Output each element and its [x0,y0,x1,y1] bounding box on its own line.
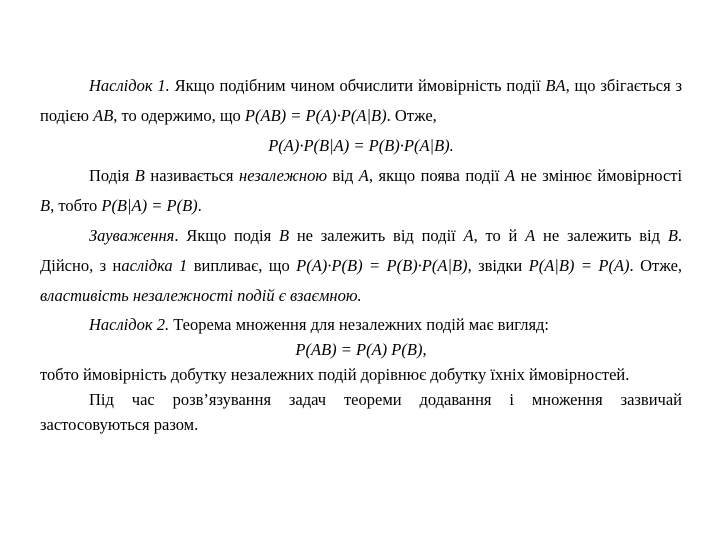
formula-line-1 [40,131,682,161]
paragraph-independence-definition [40,161,682,221]
remark-text-g: , звідки [467,256,523,275]
formula-ab: AB [93,106,114,125]
remark-text-c: , то й [473,226,518,245]
definition-text-c: від [332,166,354,185]
variable-b-2: B [40,196,51,215]
formula-product-rule: P(AB) = P(A)·P(A|B) [244,106,387,125]
term-independent: незалежною [239,166,327,185]
remark-variable-a-2: A [525,226,536,245]
remark-text-a: . Якщо подія [174,226,272,245]
remark-text-f: випливає, що [193,256,290,275]
remark-variable-b-2: B [667,226,678,245]
remark-text-d: не залежить від [543,226,661,245]
remark-text-b: не залежить від події [296,226,456,245]
definition-text-d: , якщо поява події [368,166,500,185]
formula-remark-1: P(A)·P(B) = P(B)·P(A|B) [296,256,468,275]
definition-text-g: . [197,196,202,215]
definition-text-f: , тобто [50,196,98,215]
corollary-1-text-d: . Отже, [386,106,437,125]
corollary-1-text-c: , то одержимо, що [113,106,241,125]
corollary-1-text-a: Якщо подібним чином обчислити ймовірність події [174,76,541,95]
corollary-1-text-b: , що збігається з подією [40,76,683,125]
remark-conclusion: властивість незалежності подій є взаємною. [40,286,362,305]
remark-reference: аслідка 1 [121,256,188,275]
definition-text-e: не змінює ймовірності [520,166,683,185]
variable-a: A [358,166,369,185]
corollary-1-label: Наслідок 1. [89,76,170,95]
paragraph-conclusion [40,362,682,387]
definition-text-b: називається [150,166,234,185]
definition-text-a: Подія [89,166,130,185]
remark-text-e: . Дійсно, з н [40,226,683,275]
paragraph-remark [40,221,682,311]
formula-ba: BA [545,76,566,95]
variable-a-2: A [505,166,516,185]
remark-text-h: . Отже, [629,256,683,275]
corollary-2-label: Наслідок 2. [89,315,170,334]
conclusion-text: тобто ймовірність добутку незалежних подій дорівнює добутку їхніх ймовірностей. [40,365,630,384]
formula-line-2 [40,337,682,362]
formula-independent-product: P(AB) = P(A) P(B), [295,340,427,359]
paragraph-closing [40,387,682,437]
closing-text: Під час розв’язування задач теореми додавання і множення зазвичай застосовуються разом. [40,390,682,434]
corollary-2-text: Теорема множення для незалежних подій має вигляд: [169,315,550,334]
formula-independence: P(B|A) = P(B) [101,196,198,215]
remark-variable-b: B [278,226,290,245]
remark-variable-a: A [463,226,474,245]
formula-remark-2: P(A|B) = P(A) [528,256,630,275]
remark-label: Зауваження [89,226,175,245]
paragraph-corollary-2 [40,312,682,337]
paragraph-corollary-1 [40,71,682,131]
formula-symmetric-product: P(A)·P(B|A) = P(B)·P(A|B). [268,136,454,155]
variable-b: B [134,166,145,185]
